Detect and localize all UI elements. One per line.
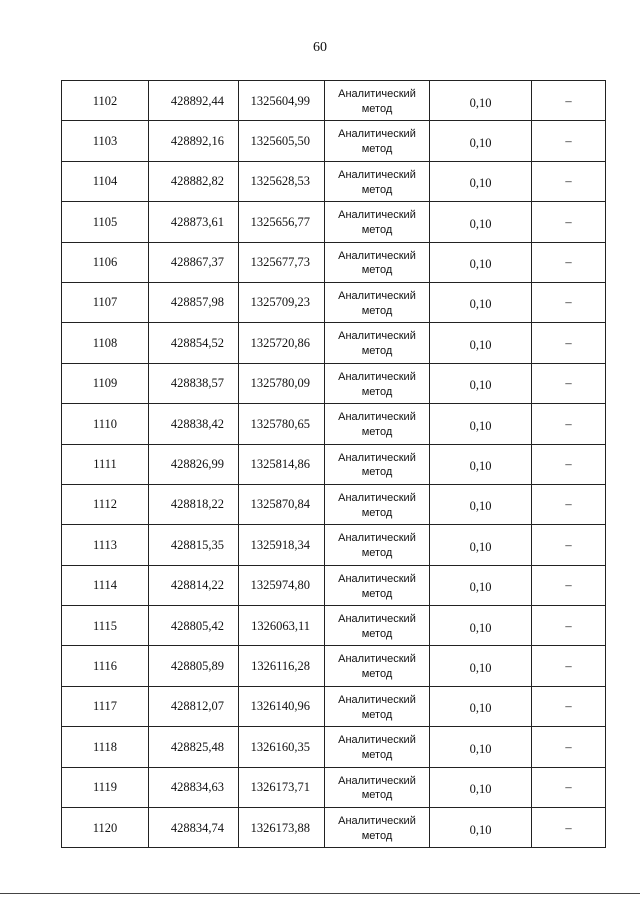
method-cell — [325, 808, 430, 848]
accuracy-cell: 0,10 — [430, 767, 532, 807]
table-row — [62, 727, 606, 767]
point-number-cell: 1109 — [62, 363, 149, 403]
note-cell: – — [532, 404, 606, 444]
note-cell: – — [532, 565, 606, 605]
method-line-1: Аналитический — [338, 693, 416, 706]
accuracy-cell: 0,10 — [430, 81, 532, 121]
method-cell — [325, 242, 430, 282]
page-bottom-rule — [0, 893, 640, 894]
method-line-2: метод — [361, 304, 393, 317]
point-number-cell: 1115 — [62, 606, 149, 646]
method-cell — [325, 565, 430, 605]
point-number-cell: 1113 — [62, 525, 149, 565]
coordinate-y-cell: 1325974,80 — [239, 565, 325, 605]
method-line-1: Аналитический — [338, 613, 416, 626]
accuracy-cell: 0,10 — [430, 686, 532, 726]
accuracy-cell: 0,10 — [430, 242, 532, 282]
method-line-2: метод — [361, 345, 393, 358]
point-number-cell: 1104 — [62, 161, 149, 201]
method-line-1: Аналитический — [338, 289, 416, 302]
accuracy-cell: 0,10 — [430, 323, 532, 363]
coordinate-y-cell: 1325605,50 — [239, 121, 325, 161]
method-line-1: Аналитический — [338, 451, 416, 464]
method-line-2: метод — [361, 385, 393, 398]
table-row — [62, 808, 606, 848]
method-line-2: метод — [361, 183, 393, 196]
note-cell: – — [532, 363, 606, 403]
note-cell: – — [532, 282, 606, 322]
coordinate-y-cell: 1326173,88 — [239, 808, 325, 848]
accuracy-cell: 0,10 — [430, 161, 532, 201]
coordinate-x-cell: 428814,22 — [149, 565, 239, 605]
table-row — [62, 282, 606, 322]
table-row — [62, 202, 606, 242]
note-cell: – — [532, 444, 606, 484]
accuracy-cell: 0,10 — [430, 727, 532, 767]
method-cell — [325, 81, 430, 121]
coordinate-x-cell: 428867,37 — [149, 242, 239, 282]
coordinate-y-cell: 1325918,34 — [239, 525, 325, 565]
accuracy-cell: 0,10 — [430, 444, 532, 484]
accuracy-cell: 0,10 — [430, 282, 532, 322]
table-row — [62, 525, 606, 565]
method-cell — [325, 525, 430, 565]
note-cell: – — [532, 808, 606, 848]
point-number-cell: 1107 — [62, 282, 149, 322]
method-line-2: метод — [361, 668, 393, 681]
method-cell — [325, 606, 430, 646]
note-cell: – — [532, 81, 606, 121]
note-cell: – — [532, 161, 606, 201]
table-row — [62, 323, 606, 363]
table-row — [62, 404, 606, 444]
coordinate-y-cell: 1325720,86 — [239, 323, 325, 363]
coordinate-x-cell: 428892,44 — [149, 81, 239, 121]
method-cell — [325, 727, 430, 767]
coordinate-y-cell: 1326116,28 — [239, 646, 325, 686]
coordinate-x-cell: 428834,74 — [149, 808, 239, 848]
coordinate-y-cell: 1326173,71 — [239, 767, 325, 807]
point-number-cell: 1112 — [62, 484, 149, 524]
point-number-cell: 1118 — [62, 727, 149, 767]
method-line-1: Аналитический — [338, 734, 416, 747]
method-cell — [325, 323, 430, 363]
table-row — [62, 161, 606, 201]
method-line-2: метод — [361, 587, 393, 600]
point-number-cell: 1117 — [62, 686, 149, 726]
coordinate-x-cell: 428838,57 — [149, 363, 239, 403]
note-cell: – — [532, 646, 606, 686]
method-line-1: Аналитический — [338, 209, 416, 222]
point-number-cell: 1114 — [62, 565, 149, 605]
coordinate-x-cell: 428857,98 — [149, 282, 239, 322]
method-line-1: Аналитический — [338, 249, 416, 262]
table-row — [62, 444, 606, 484]
method-line-2: метод — [361, 425, 393, 438]
method-cell — [325, 404, 430, 444]
coordinate-x-cell: 428825,48 — [149, 727, 239, 767]
method-line-2: метод — [361, 264, 393, 277]
coordinate-x-cell: 428882,82 — [149, 161, 239, 201]
method-line-2: метод — [361, 143, 393, 156]
point-number-cell: 1108 — [62, 323, 149, 363]
coordinate-y-cell: 1325604,99 — [239, 81, 325, 121]
coordinate-x-cell: 428815,35 — [149, 525, 239, 565]
point-number-cell: 1103 — [62, 121, 149, 161]
table-row — [62, 121, 606, 161]
method-cell — [325, 202, 430, 242]
table-row — [62, 606, 606, 646]
point-number-cell: 1110 — [62, 404, 149, 444]
note-cell: – — [532, 525, 606, 565]
point-number-cell: 1119 — [62, 767, 149, 807]
coordinate-y-cell: 1325709,23 — [239, 282, 325, 322]
method-line-1: Аналитический — [338, 572, 416, 585]
table-row — [62, 242, 606, 282]
method-line-1: Аналитический — [338, 532, 416, 545]
method-cell — [325, 646, 430, 686]
method-line-1: Аналитический — [338, 88, 416, 100]
method-cell — [325, 121, 430, 161]
note-cell: – — [532, 606, 606, 646]
coordinate-x-cell: 428812,07 — [149, 686, 239, 726]
method-cell — [325, 444, 430, 484]
page-number: 60 — [313, 40, 327, 55]
coordinate-y-cell: 1325656,77 — [239, 202, 325, 242]
coordinate-x-cell: 428805,89 — [149, 646, 239, 686]
coordinate-x-cell: 428854,52 — [149, 323, 239, 363]
coordinate-x-cell: 428892,16 — [149, 121, 239, 161]
note-cell: – — [532, 686, 606, 726]
coordinate-y-cell: 1325780,65 — [239, 404, 325, 444]
accuracy-cell: 0,10 — [430, 646, 532, 686]
point-number-cell: 1111 — [62, 444, 149, 484]
method-cell — [325, 363, 430, 403]
note-cell: – — [532, 242, 606, 282]
table-row — [62, 484, 606, 524]
coordinate-x-cell: 428838,42 — [149, 404, 239, 444]
accuracy-cell: 0,10 — [430, 404, 532, 444]
method-line-2: метод — [361, 224, 393, 237]
coordinate-x-cell: 428834,63 — [149, 767, 239, 807]
method-line-2: метод — [361, 708, 393, 721]
method-line-1: Аналитический — [338, 774, 416, 787]
method-line-2: метод — [361, 102, 393, 115]
accuracy-cell: 0,10 — [430, 363, 532, 403]
coordinate-x-cell: 428826,99 — [149, 444, 239, 484]
table-row — [62, 646, 606, 686]
table-row — [62, 565, 606, 605]
point-number-cell: 1120 — [62, 808, 149, 848]
coordinate-y-cell: 1326063,11 — [239, 606, 325, 646]
method-cell — [325, 282, 430, 322]
coordinate-x-cell: 428818,22 — [149, 484, 239, 524]
note-cell: – — [532, 767, 606, 807]
accuracy-cell: 0,10 — [430, 202, 532, 242]
accuracy-cell: 0,10 — [430, 565, 532, 605]
method-line-2: метод — [361, 749, 393, 762]
method-cell — [325, 686, 430, 726]
method-line-1: Аналитический — [338, 653, 416, 666]
coordinates-table — [61, 80, 606, 848]
table-row — [62, 363, 606, 403]
point-number-cell: 1102 — [62, 81, 149, 121]
coordinate-x-cell: 428805,42 — [149, 606, 239, 646]
note-cell: – — [532, 202, 606, 242]
accuracy-cell: 0,10 — [430, 525, 532, 565]
method-line-1: Аналитический — [338, 411, 416, 424]
method-line-1: Аналитический — [338, 370, 416, 383]
point-number-cell: 1106 — [62, 242, 149, 282]
point-number-cell: 1116 — [62, 646, 149, 686]
method-line-2: метод — [361, 466, 393, 479]
method-line-2: метод — [361, 829, 393, 842]
coordinate-y-cell: 1325780,09 — [239, 363, 325, 403]
coordinate-x-cell: 428873,61 — [149, 202, 239, 242]
coordinate-y-cell: 1325628,53 — [239, 161, 325, 201]
coordinate-y-cell: 1325870,84 — [239, 484, 325, 524]
note-cell: – — [532, 484, 606, 524]
note-cell: – — [532, 121, 606, 161]
table-row — [62, 767, 606, 807]
method-line-1: Аналитический — [338, 491, 416, 504]
accuracy-cell: 0,10 — [430, 606, 532, 646]
coordinate-y-cell: 1325677,73 — [239, 242, 325, 282]
method-cell — [325, 767, 430, 807]
coordinate-y-cell: 1326160,35 — [239, 727, 325, 767]
note-cell: – — [532, 323, 606, 363]
method-cell — [325, 161, 430, 201]
method-line-1: Аналитический — [338, 815, 416, 828]
method-line-2: метод — [361, 506, 393, 519]
method-line-1: Аналитический — [338, 128, 416, 141]
coordinate-y-cell: 1325814,86 — [239, 444, 325, 484]
method-line-1: Аналитический — [338, 168, 416, 181]
method-cell — [325, 484, 430, 524]
point-number-cell: 1105 — [62, 202, 149, 242]
accuracy-cell: 0,10 — [430, 484, 532, 524]
coordinate-y-cell: 1326140,96 — [239, 686, 325, 726]
note-cell: – — [532, 727, 606, 767]
accuracy-cell: 0,10 — [430, 808, 532, 848]
method-line-2: метод — [361, 547, 393, 560]
method-line-2: метод — [361, 789, 393, 802]
method-line-2: метод — [361, 627, 393, 640]
table-row — [62, 81, 606, 121]
accuracy-cell: 0,10 — [430, 121, 532, 161]
table-row — [62, 686, 606, 726]
method-line-1: Аналитический — [338, 330, 416, 343]
